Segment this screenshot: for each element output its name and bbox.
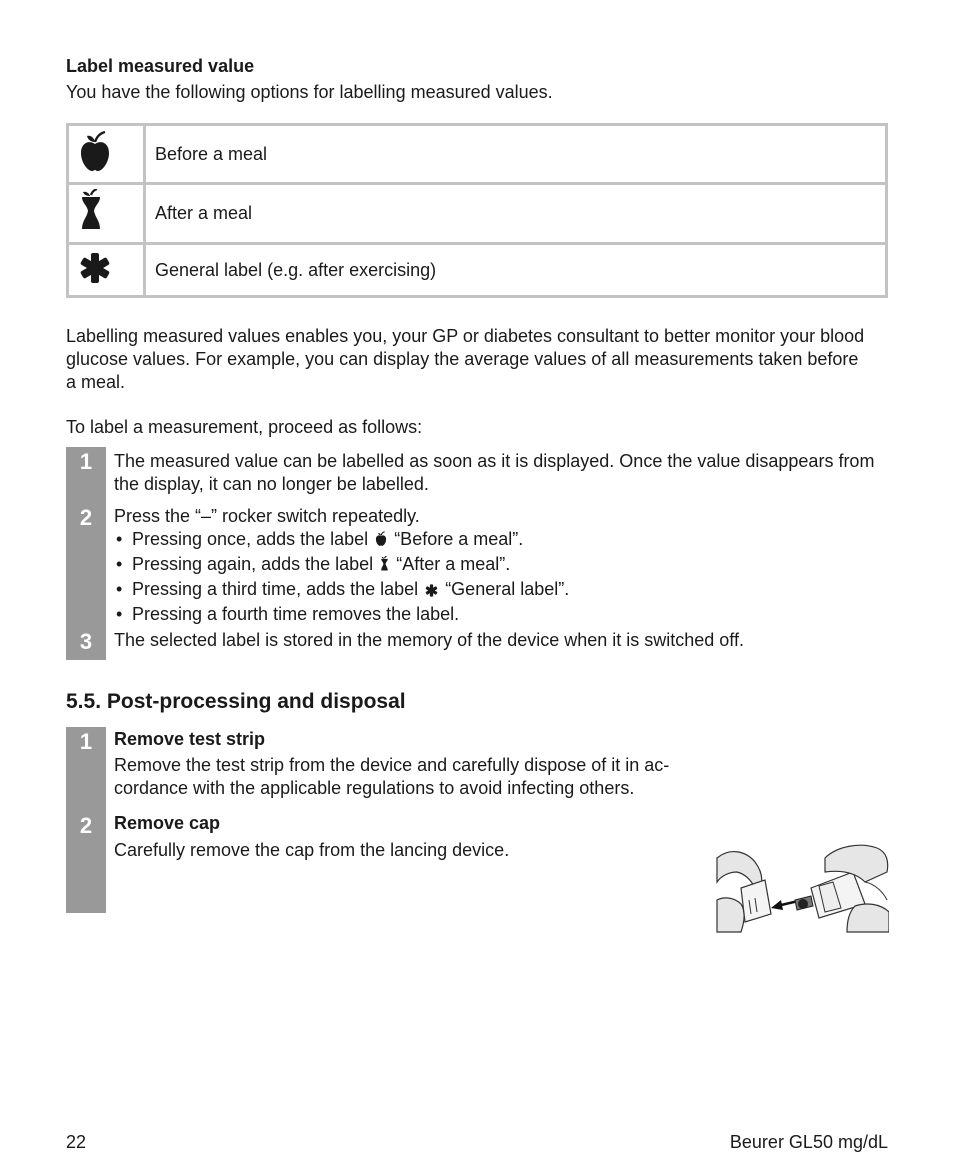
list-item [114,603,904,626]
step-2-text [114,505,904,626]
step-number: 1 [79,729,93,754]
bullet-text: Pressing a third time, adds the label [132,579,419,599]
list-item [114,553,904,578]
list-item [114,528,904,553]
apple-core-icon [79,189,103,238]
asterisk-icon [425,580,438,603]
step-line: cordance with the applicable regulations to avoid infecting others. [114,778,635,798]
proceed-text: To label a measurement, proceed as follows: [66,417,423,437]
step-number: 1 [79,449,93,474]
label-table [66,123,888,298]
paragraph-line: a meal. [66,372,126,392]
post-step-2 [114,812,714,862]
table-row-text-cell [146,245,885,295]
step-line: the display, it can no longer be labelled. [114,474,429,494]
bullet-text: Pressing a fourth time removes the label. [132,604,460,624]
intro-text: You have the following options for labelling measured values. [66,82,553,102]
section-heading-post-processing: 5.5. Post-processing and disposal [66,690,406,713]
table-row-icon-cell [69,126,143,182]
table-row-text-cell [146,126,885,182]
table-row-icon-cell [69,185,143,242]
hands-lancing-device-icon [715,842,889,934]
bullet-text: Pressing again, adds the label [132,554,374,574]
step-line: The measured value can be labelled as soon as it is displayed. Once the value disappears from [114,451,875,471]
step-number: 2 [79,505,93,530]
apple-core-icon [380,555,389,578]
apple-icon [375,530,387,553]
list-item [114,578,904,603]
table-row-text-cell [146,185,885,242]
bullet-text: “General label”. [445,579,570,599]
asterisk-icon [79,252,111,289]
step-1-text [114,450,904,496]
step-number: 2 [79,813,93,838]
description-paragraph [66,325,896,394]
product-name: Beurer GL50 mg/dL [729,1132,888,1152]
step-number: 3 [79,629,93,654]
label-option-general: General label (e.g. after exercising) [155,259,437,280]
step-title: Remove test strip [114,729,266,749]
paragraph-line: glucose values. For example, you can display the average values of all measurements taken before [66,349,859,369]
bullet-text: Pressing once, adds the label [132,529,369,549]
label-option-after-meal: After a meal [155,203,253,223]
page-number: 22 [66,1132,87,1152]
paragraph-line: Labelling measured values enables you, your GP or diabetes consultant to better monitor your blood [66,326,865,346]
label-option-before-meal: Before a meal [155,143,268,164]
table-row-icon-cell [69,245,143,295]
section-heading-label-measured-value: Label measured value [66,56,255,76]
remove-cap-illustration [715,842,889,934]
step-title: Remove cap [114,813,221,833]
apple-icon [79,130,111,179]
step-2-bullet-list [114,528,904,626]
bullet-text: “Before a meal”. [394,529,524,549]
post-step-1 [114,728,714,800]
step-3-text: The selected label is stored in the memory of the device when it is switched off. [114,630,744,650]
step-line: Carefully remove the cap from the lancing device. [114,840,510,860]
bullet-text: “After a meal”. [396,554,511,574]
step-line: Press the “–” rocker switch repeatedly. [114,506,420,526]
step-line: Remove the test strip from the device and carefully dispose of it in ac- [114,755,670,775]
